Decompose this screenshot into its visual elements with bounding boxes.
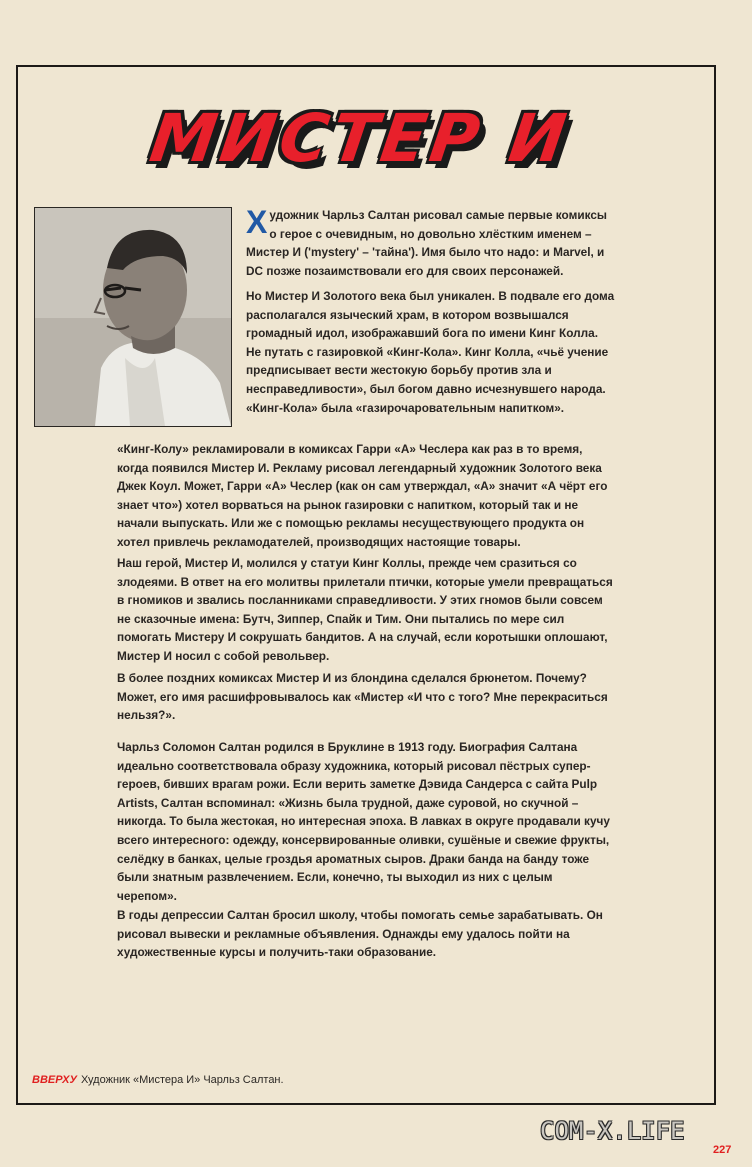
- paragraph-5: В более поздних комиксах Мистер И из блондина сделался брюнетом. Почему? Может, его имя расшифровывалось как «Мистер «И что с того? Мне перекраситься нельзя?».: [117, 671, 608, 723]
- paragraph-1: Художник Чарльз Салтан рисовал самые первые комиксы о герое с очевидным, но довольно хлёстким именем – Мистер И ('mystery' – 'тайна'). Имя было что надо: и Marvel, и DC позже позаимствовали его для своих персонажей.: [246, 204, 607, 278]
- paragraph-6: Чарльз Соломон Салтан родился в Бруклине в 1913 году. Биография Салтана идеально соответствовала образу художника, который рисовал пёстрых супер-героев, бивших врагам рожи. Если верить заметке Дэвида Сандерса с сайта Pulp Artists, Салтан вспоминал: «Жизнь была трудной, даже суровой, но скучной – никогда. То была жестокая, но интересная эпоха. В лавках в округе продавали кучу всего интересного: одежду, консервированные оливки, сушёные и свежие фрукты, селёдку в банках, целые гроздья ароматных сыров. Драки банда на банду тоже были знатным развлечением. Если, конечно, ты выходил из них с целым черепом».: [117, 740, 610, 903]
- paragraph-7: В годы депрессии Салтан бросил школу, чтобы помогать семье зарабатывать. Он рисовал вывески и рекламные объявления. Однажды ему удалось пойти на художественные курсы и получить-таки образование.: [117, 908, 603, 960]
- paragraph-3: «Кинг-Колу» рекламировали в комиксах Гарри «А» Чеслера как раз в то время, когда появился Мистер И. Рекламу рисовал легендарный художник Золотого века Джек Коул. Может, Гарри «А» Чеслер (как он сам утверждал, «А» значит «А чёрт его знает что») хотел ворваться на рынок газировки с напитком, который так и не начали выпускать. Или же с помощью рекламы несуществующего продукта он хотел привлечь рекламодателей, производящих настоящие товары.: [117, 442, 608, 549]
- paragraph-2: Но Мистер И Золотого века был уникален. В подвале его дома располагался языческий храм, в котором возвышался громадный идол, изображавший бога по имени Кинг Колла. Не путать с газировкой «Кинг-Кола». Кинг Колла, «чьё учение предписывает вести жестокую борьбу против зла и несправедливости», был богом давно исчезнувшего народа. «Кинг-Кола» была «газирочаровательным напитком».: [246, 289, 615, 415]
- photo-caption: [32, 1074, 284, 1086]
- dropcap-letter: Х: [246, 204, 268, 240]
- paragraph-4: Наш герой, Мистер И, молился у статуи Кинг Коллы, прежде чем сразиться со злодеями. В ответ на его молитвы прилетали птички, которые умели превращаться в гномиков и звались посланниками справедливости. У этих гномов были совсем не сказочные имена: Бутч, Зиппер, Спайк и Тим. Они пытались по мере сил помогать Мистеру И сокрушать бандитов. А на случай, если коротышки оплошают, Мистер И носил с собой револьвер.: [117, 556, 613, 663]
- portrait-photo: [34, 207, 232, 427]
- page-title: МИСТЕР И: [145, 100, 575, 177]
- caption-text: Художник «Мистера И» Чарльз Салтан.: [80, 1074, 284, 1086]
- page-number: 227: [713, 1144, 732, 1156]
- caption-label: ВВЕРХУ: [32, 1074, 77, 1086]
- portrait-image: [35, 208, 231, 426]
- watermark: COM-X.LIFE: [540, 1117, 685, 1145]
